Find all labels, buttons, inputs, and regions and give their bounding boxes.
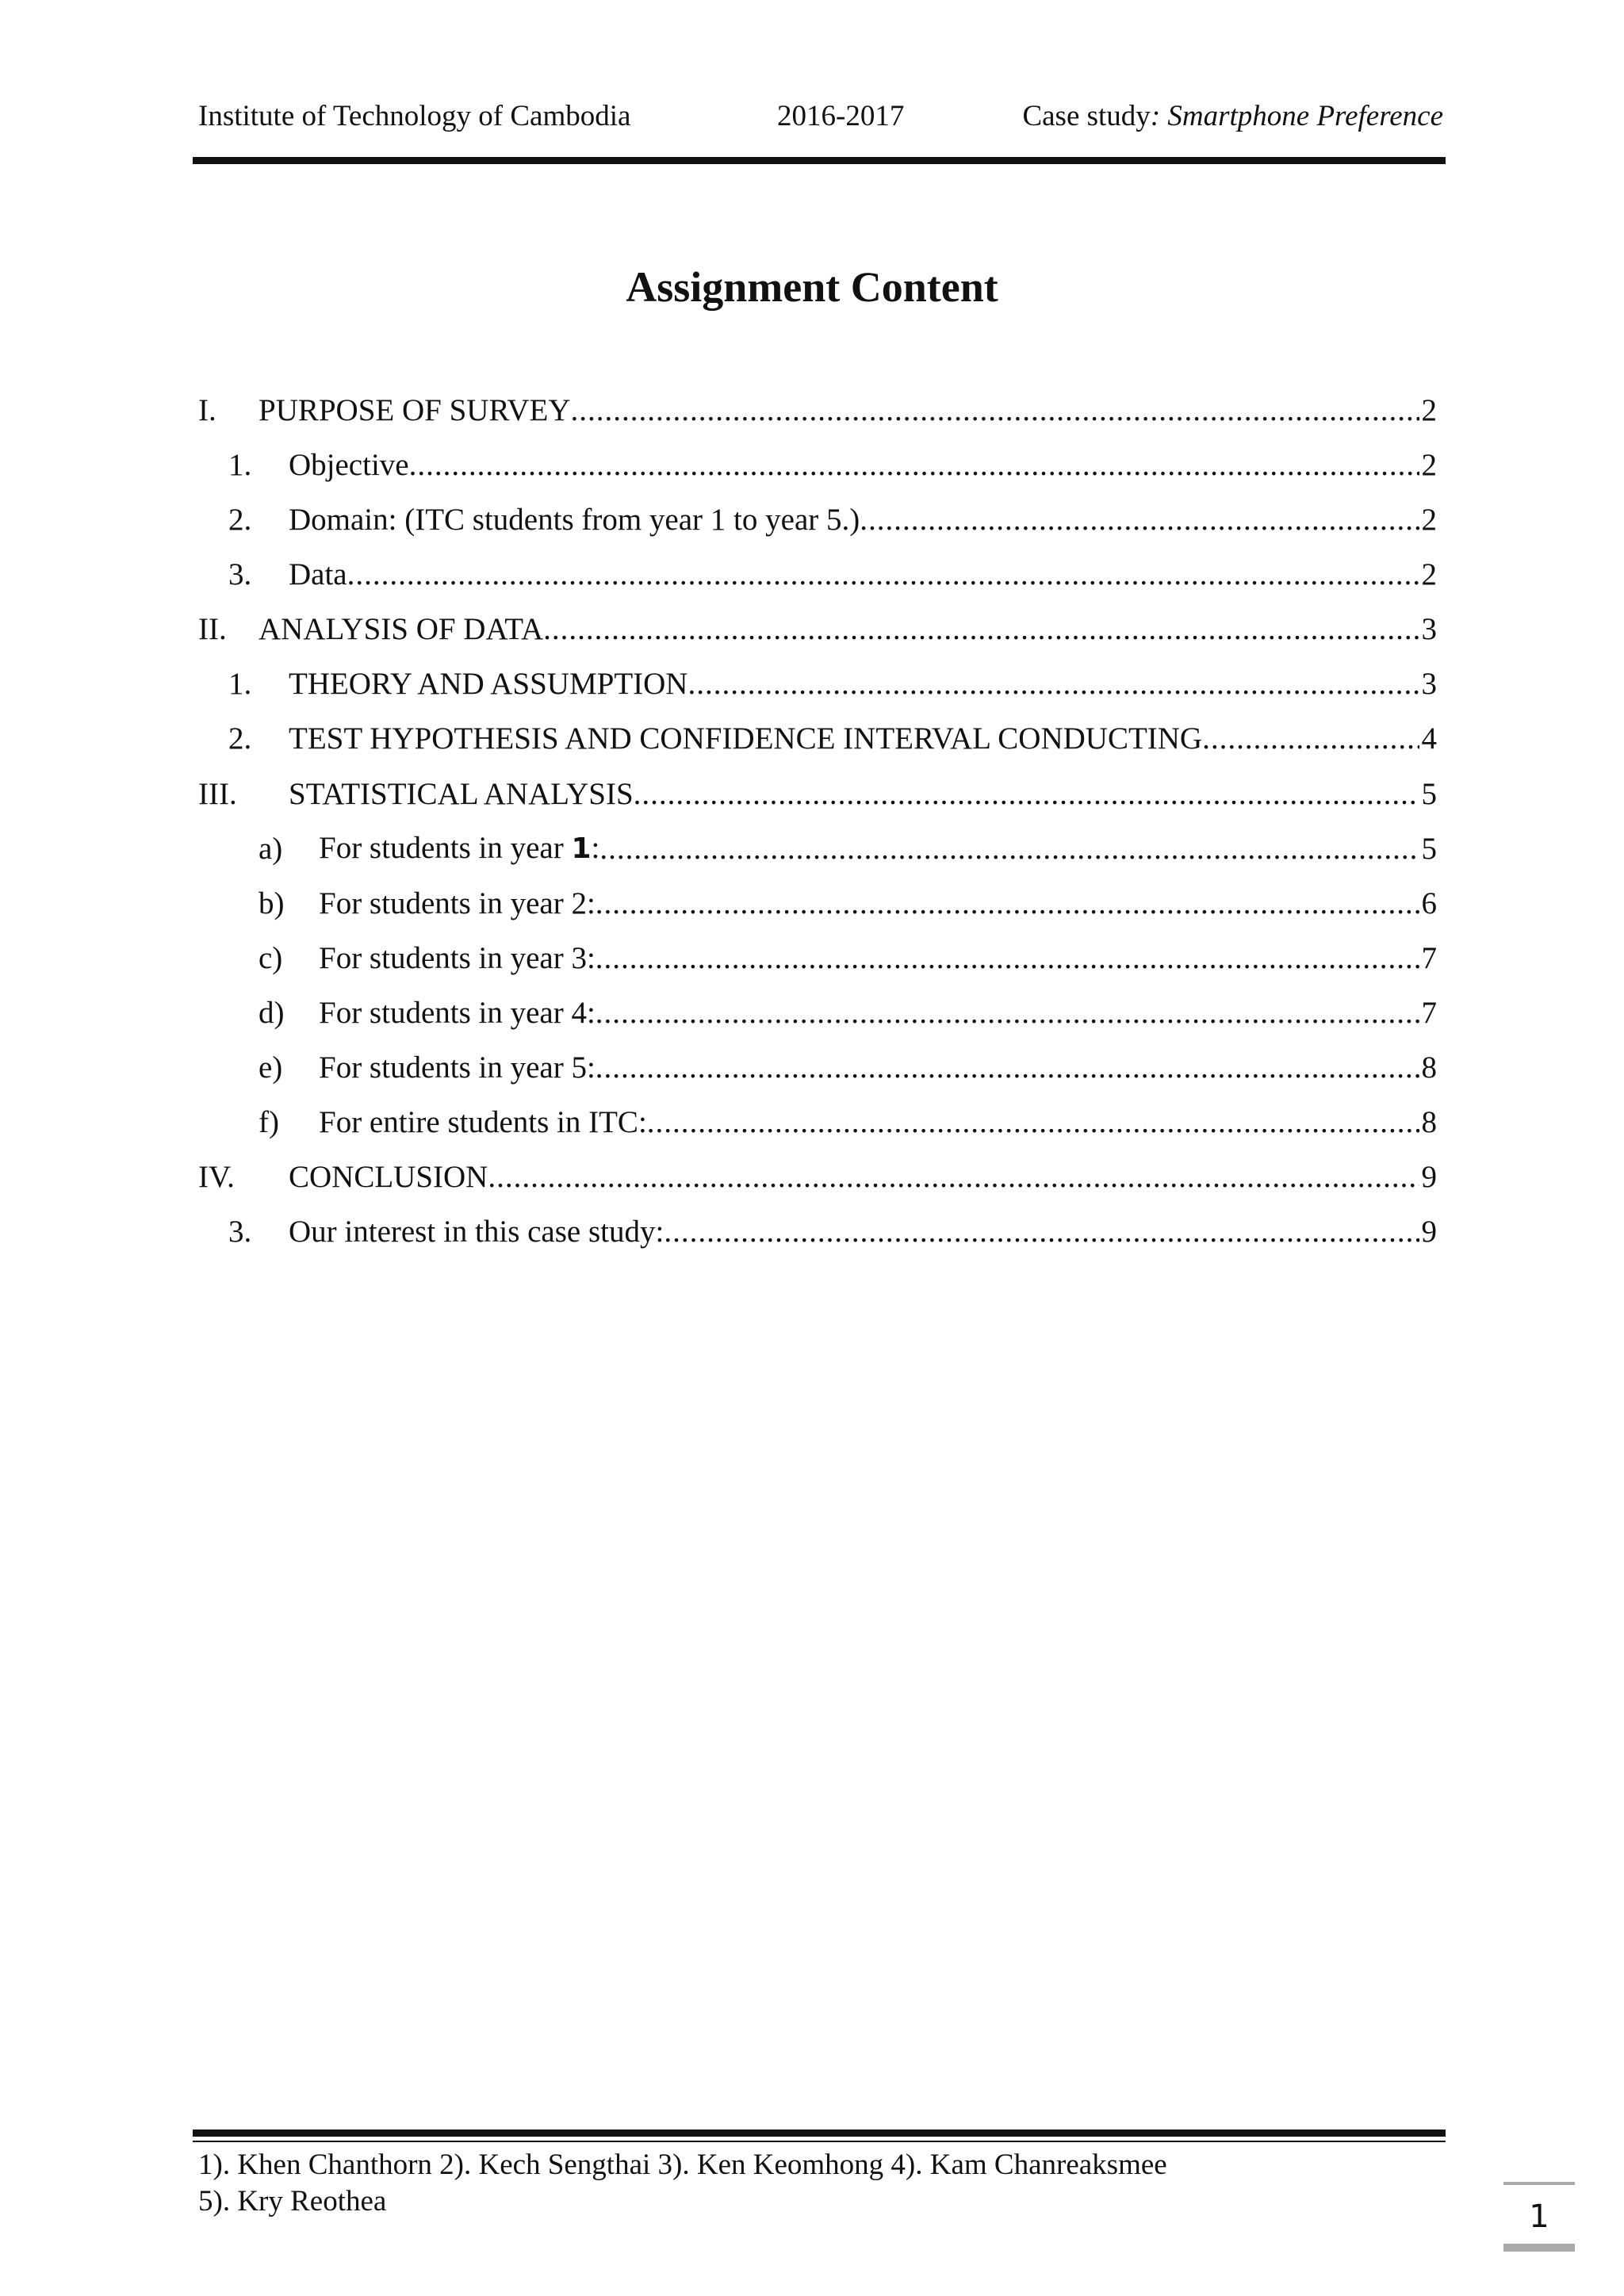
toc-page: 2 [1421, 393, 1437, 427]
toc-number: a) [259, 832, 283, 866]
header-year: 2016-2017 [777, 100, 905, 132]
toc-text: PURPOSE OF SURVEY [259, 393, 571, 427]
toc-page: 8 [1421, 1105, 1437, 1139]
page-number-bottom-line [1503, 2244, 1575, 2252]
toc-text: For students in year 4: [319, 996, 596, 1030]
toc-text: Domain: (ITC students from year 1 to year 5.) [289, 503, 860, 537]
toc-text: STATISTICAL ANALYSIS [289, 777, 634, 811]
toc-text: For entire students in ITC: [319, 1105, 647, 1139]
toc-page: 9 [1421, 1215, 1437, 1249]
header-rule [193, 157, 1446, 164]
toc-entry-objective[interactable] [228, 442, 1437, 489]
toc-text: TEST HYPOTHESIS AND CONFIDENCE INTERVAL CONDUCTING [289, 721, 1203, 756]
header-case-study [1022, 97, 1443, 136]
toc-page: 5 [1421, 832, 1437, 866]
page-header [198, 97, 1443, 136]
toc-leader [596, 1044, 1419, 1092]
toc-page: 3 [1421, 667, 1437, 701]
toc-text-bold: 1 [571, 832, 592, 865]
toc-entry-our-interest[interactable] [228, 1208, 1437, 1256]
toc-entry-purpose-of-survey[interactable] [198, 387, 1437, 434]
toc-leader [599, 825, 1419, 873]
toc-entry-year-1[interactable] [259, 825, 1437, 873]
toc-leader [1202, 715, 1419, 763]
toc-text [319, 825, 599, 873]
toc-page: 3 [1421, 612, 1437, 646]
toc-leader [688, 660, 1419, 708]
page-number: 1 [1529, 2198, 1549, 2235]
toc-number: 3. [228, 557, 252, 591]
toc-page: 5 [1421, 777, 1437, 811]
footer-authors-line-1: 1). Khen Chanthorn 2). Kech Sengthai 3). Ken Keomhong 4). Kam Chanreaksmee [198, 2149, 1167, 2181]
toc-text-after: : [591, 831, 600, 865]
toc-page: 6 [1421, 886, 1437, 920]
toc-entry-analysis-of-data[interactable] [198, 606, 1437, 653]
footer-authors-line-2: 5). Kry Reothea [198, 2185, 387, 2218]
toc-number: III. [198, 777, 237, 811]
toc-number: b) [259, 886, 285, 920]
toc-leader [664, 1208, 1419, 1256]
toc-leader [860, 496, 1419, 544]
toc-number: 1. [228, 667, 252, 701]
page-number-box [1503, 2182, 1575, 2252]
toc-text: CONCLUSION [289, 1160, 488, 1194]
footer-rule-thin [193, 2141, 1446, 2142]
toc-entry-entire-students[interactable] [259, 1099, 1437, 1146]
toc-number: II. [198, 612, 227, 646]
toc-page: 9 [1421, 1160, 1437, 1194]
toc-text: ANALYSIS OF DATA [259, 612, 544, 646]
toc-entry-year-4[interactable] [259, 989, 1437, 1037]
toc-number: 2. [228, 503, 252, 537]
toc-text: For students in year 2: [319, 886, 596, 920]
toc-entry-test-hypothesis[interactable] [228, 715, 1437, 763]
toc-text-before: For students in year [319, 831, 572, 865]
toc-entry-conclusion[interactable] [198, 1154, 1437, 1201]
toc-leader [647, 1099, 1419, 1146]
toc-number: IV. [198, 1160, 235, 1194]
toc-number: 1. [228, 448, 252, 482]
header-institute: Institute of Technology of Cambodia [198, 100, 631, 132]
toc-number: 2. [228, 721, 252, 756]
toc-page: 2 [1421, 503, 1437, 537]
toc-entry-domain[interactable] [228, 496, 1437, 544]
toc-entry-statistical-analysis[interactable] [198, 771, 1437, 818]
toc-entry-year-3[interactable] [259, 935, 1437, 982]
header-case-label: Case study [1022, 100, 1151, 132]
toc-number: e) [259, 1050, 283, 1085]
toc-leader [543, 606, 1419, 653]
toc-number: I. [198, 393, 216, 427]
toc-leader [634, 771, 1419, 818]
toc-text: Objective [289, 448, 409, 482]
toc-text: THEORY AND ASSUMPTION [289, 667, 688, 701]
toc-number: 3. [228, 1215, 252, 1249]
toc-number: c) [259, 941, 283, 975]
toc-text: Data [289, 557, 347, 591]
toc-entry-year-2[interactable] [259, 880, 1437, 928]
toc-page: 2 [1421, 557, 1437, 591]
toc-page: 7 [1421, 996, 1437, 1030]
page-number-top-line [1503, 2182, 1575, 2185]
toc-entry-year-5[interactable] [259, 1044, 1437, 1092]
toc-page: 4 [1421, 721, 1437, 756]
toc-leader [596, 880, 1419, 928]
toc-page: 2 [1421, 448, 1437, 482]
toc-leader [596, 989, 1419, 1037]
footer-rule-thick [193, 2130, 1446, 2137]
toc-text: For students in year 5: [319, 1050, 596, 1085]
toc-text: Our interest in this case study: [289, 1215, 665, 1249]
toc-page: 8 [1421, 1050, 1437, 1085]
toc-text: For students in year 3: [319, 941, 596, 975]
toc-number: f) [259, 1105, 279, 1139]
toc-leader [488, 1154, 1419, 1201]
toc-number: d) [259, 996, 285, 1030]
page-title: Assignment Content [626, 263, 998, 311]
toc-leader [571, 387, 1420, 434]
toc-entry-theory-and-assumption[interactable] [228, 660, 1437, 708]
toc-page: 7 [1421, 941, 1437, 975]
toc-entry-data[interactable] [228, 551, 1437, 599]
toc-leader [596, 935, 1419, 982]
toc-leader [409, 442, 1419, 489]
toc-leader [347, 551, 1419, 599]
header-case-title: : Smartphone Preference [1150, 100, 1443, 132]
